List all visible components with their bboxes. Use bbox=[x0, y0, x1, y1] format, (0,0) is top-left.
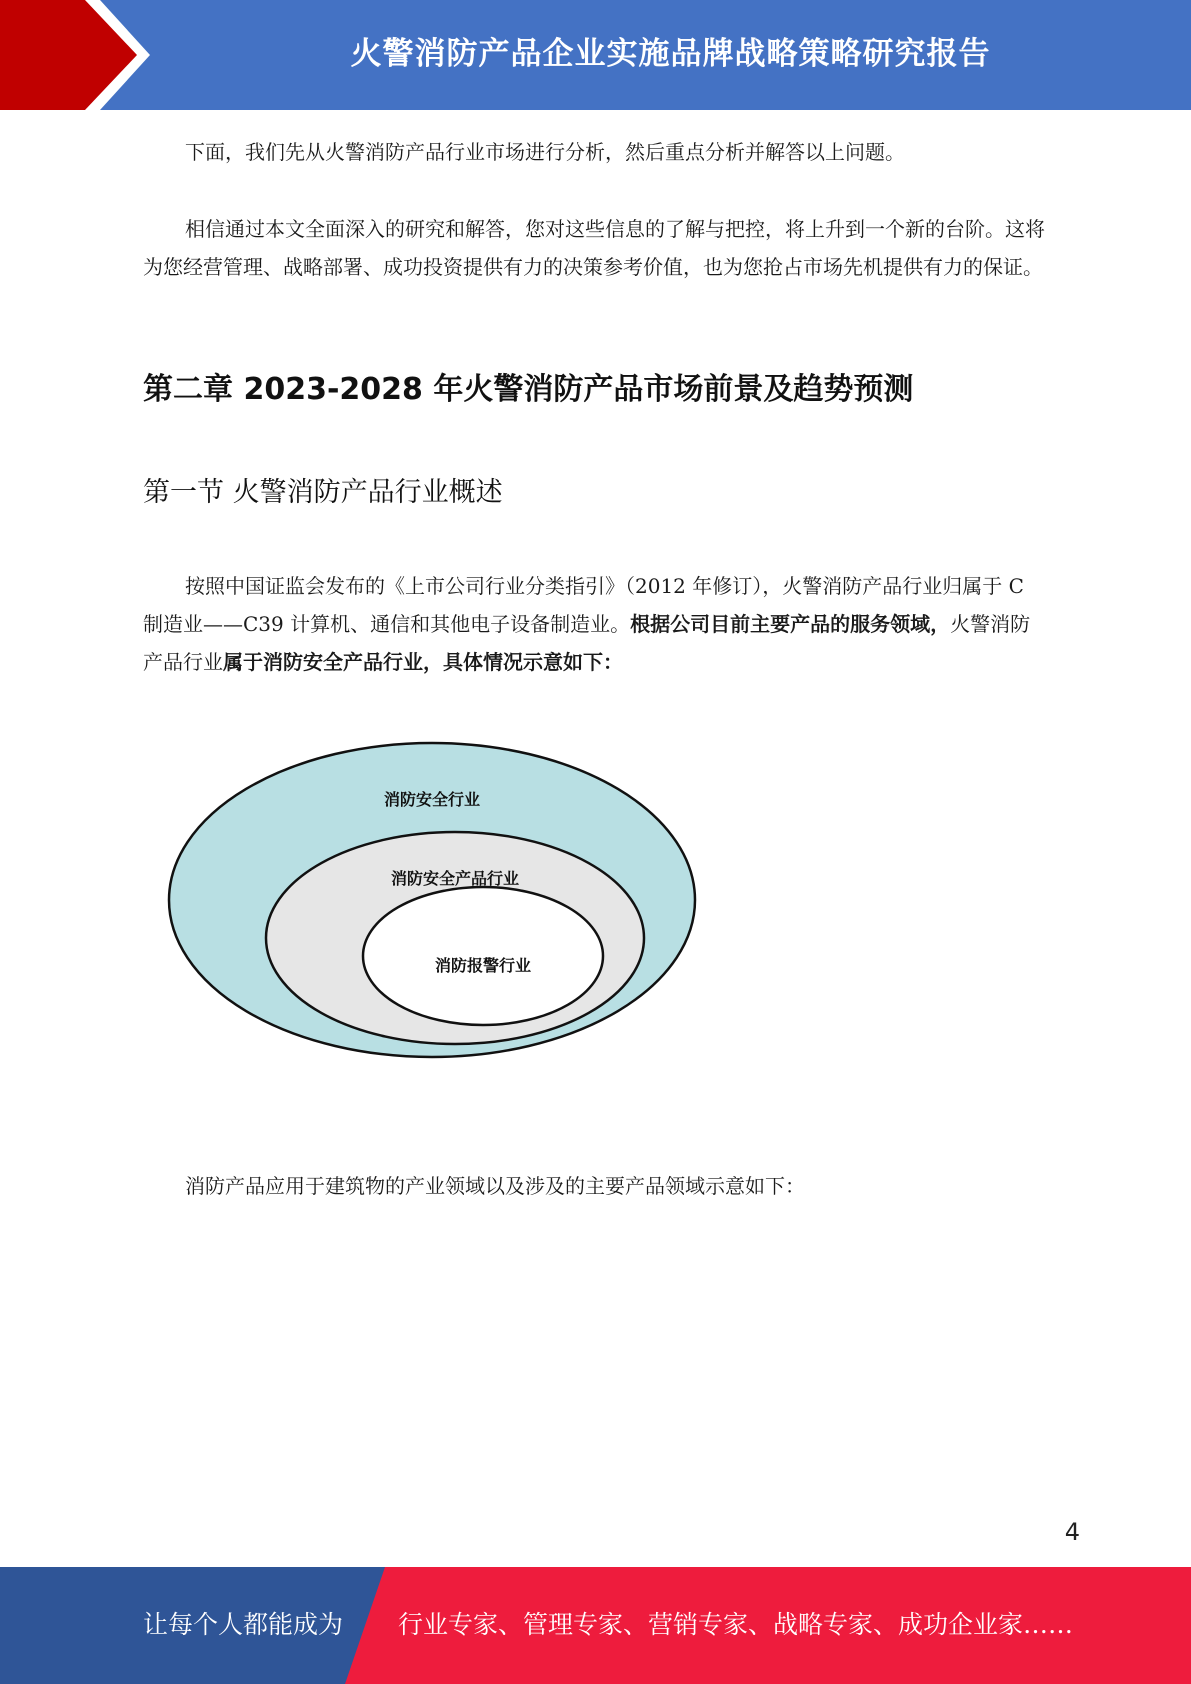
classification-text-1: 按照中国证监会发布的《上市公司行业分类指引》（2012 年修订），火警消防产品行业归属于 C 制造业——C39 计算机、通信和其他电子设备制造业。 bbox=[143, 574, 1024, 636]
footer-slogan-right: 行业专家、管理专家、营销专家、战略专家、成功企业家…… bbox=[398, 1610, 1074, 1639]
inner-label: 消防报警行业 bbox=[434, 956, 532, 975]
page-header bbox=[0, 0, 1191, 110]
classification-paragraph bbox=[143, 567, 1048, 681]
outer-label: 消防安全行业 bbox=[383, 790, 481, 809]
header-title: 火警消防产品企业实施品牌战略策略研究报告 bbox=[350, 36, 991, 72]
diagram-graphic bbox=[160, 735, 700, 1065]
section-title: 第一节 火警消防产品行业概述 bbox=[143, 477, 503, 508]
classification-bold-2: 属于消防安全产品行业，具体情况示意如下： bbox=[223, 650, 623, 674]
chapter-title: 第二章 2023-2028 年火警消防产品市场前景及趋势预测 bbox=[143, 372, 914, 407]
intro-paragraph: 下面，我们先从火警消防产品行业市场进行分析，然后重点分析并解答以上问题。 bbox=[185, 140, 905, 164]
page-number: 4 bbox=[1064, 1518, 1080, 1546]
industry-nesting-diagram bbox=[160, 735, 700, 1069]
summary-paragraph: 相信通过本文全面深入的研究和解答，您对这些信息的了解与把控，将上升到一个新的台阶。这将为您经营管理、战略部署、成功投资提供有力的决策参考价值，也为您抢占市场先机提供有力的保证。 bbox=[143, 217, 1045, 279]
page-footer bbox=[0, 1567, 1191, 1684]
classification-text-2: 火警消防产品行业 bbox=[143, 612, 1031, 674]
middle-label: 消防安全产品行业 bbox=[390, 869, 520, 888]
application-paragraph: 消防产品应用于建筑物的产业领域以及涉及的主要产品领域示意如下： bbox=[185, 1174, 805, 1198]
footer-slogan-left: 让每个人都能成为 bbox=[143, 1610, 344, 1639]
classification-bold-1: 根据公司目前主要产品的服务领域， bbox=[630, 612, 951, 636]
